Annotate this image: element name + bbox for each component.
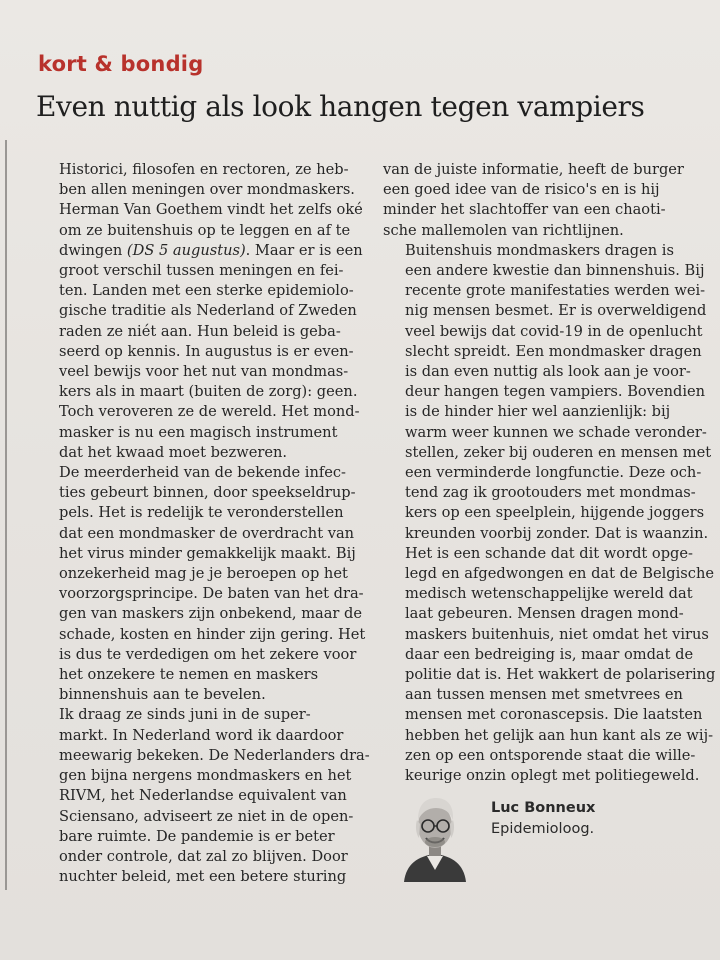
author-name: Luc Bonneux [491,800,596,816]
text-line: laat gebeuren. Mensen dragen mond- [405,605,684,623]
paragraph-3 [37,705,370,887]
text-fragment: dwingen [59,241,127,259]
text-line: hebben het gelijk aan hun kant als ze wij- [405,726,714,744]
article-column-left [37,160,370,887]
text-line: RIVM, het Nederlandse equivalent van [59,787,347,805]
text-line: onzekerheid mag je je beroepen op het [59,565,348,583]
text-line: mensen met coronascepsis. Die laatsten [405,706,703,724]
text-line: schade, kosten en hinder zijn gering. Het [59,625,366,643]
text-line: recente grote manifestaties werden wei- [405,282,706,300]
text-line: ten. Landen met een sterke epidemiolo- [59,282,354,300]
text-line: kers als in maart (buiten de zorg): geen. [59,383,358,401]
article-column-right [383,160,716,786]
text-line: zen op een ontsporende staat die wille- [405,746,696,764]
text-line: Buitenshuis mondmaskers dragen is [405,241,674,259]
text-line: deur hangen tegen vampiers. Bovendien [405,383,706,401]
text-line: Toch veroveren ze de wereld. Het mond- [59,403,360,421]
text-line: is dus te verdedigen om het zekere voor [59,645,357,663]
text-line: groot verschil tussen meningen en fei- [59,262,344,280]
text-line: nuchter beleid, met een betere sturing [59,868,347,886]
text-line: een goed idee van de risico's en is hij [383,181,660,199]
text-line: het virus minder gemakkelijk maakt. Bij [59,544,356,562]
section-kicker: kort & bondig [38,52,204,76]
paragraph-5 [383,241,713,544]
text-fragment: . Maar er is een [245,241,363,259]
text-line: pels. Het is redelijk te veronderstellen [59,504,344,522]
text-line: minder het slachtoffer van een chaoti- [383,201,666,219]
text-line: tend zag ik grootouders met mondmas- [405,484,696,502]
text-line: het onzekere te nemen en maskers [59,666,319,684]
text-line: legd en afgedwongen en dat de Belgische [405,565,714,583]
text-line: daar een bedreiging is, maar omdat de [405,645,694,663]
paragraph-4 [383,160,713,241]
text-line: markt. In Nederland word ik daardoor [59,726,344,744]
text-line: meewarig bekeken. De Nederlanders dra- [59,746,370,764]
text-line: een verminderde longfunctie. Deze och- [405,464,702,482]
text-line: kreunden voorbij zonder. Dat is waanzin. [405,524,709,542]
author-role: Epidemioloog. [491,821,595,837]
text-line: seerd op kennis. In augustus is er even- [59,342,354,360]
text-line: een andere kwestie dan binnenshuis. Bij [405,262,705,280]
text-line: ben allen meningen over mondmaskers. [59,181,355,199]
text-line: aan tussen mensen met smetvrees en [405,686,683,704]
text-line: Herman Van Goethem vindt het zelfs oké [59,201,363,219]
text-line: dat het kwaad moet bezweren. [59,443,288,461]
author-portrait-icon [400,790,470,882]
text-line: bare ruimte. De pandemie is er beter [59,827,335,845]
text-line: medisch wetenschappelijke wereld dat [405,585,693,603]
text-line: nig mensen besmet. Er is overweldigend [405,302,707,320]
text-line: Historici, filosofen en rectoren, ze heb- [59,161,349,178]
text-line: van de juiste informatie, heeft de burger [383,161,684,178]
text-line: gen bijna nergens mondmaskers en het [59,767,352,785]
text-line: dat een mondmasker de overdracht van [59,524,355,542]
text-line: veel bewijs dat covid-19 in de openlucht [405,322,703,340]
text-line: gen van maskers zijn onbekend, maar de [59,605,363,623]
author-block [400,790,700,890]
text-line [37,241,367,261]
text-line: kers op een speelplein, hijgende joggers [405,504,705,522]
text-line: veel bewijs voor het nut van mondmas- [59,363,349,381]
text-line: politie dat is. Het wakkert de polarisering [405,666,716,684]
text-line: voorzorgsprincipe. De baten van het dra- [59,585,364,603]
text-line: masker is nu een magisch instrument [59,423,338,441]
text-line: Sciensano, adviseert ze niet in de open- [59,807,354,825]
text-line: keurige onzin oplegt met politiegeweld. [405,767,700,785]
text-line: gische traditie als Nederland of Zweden [59,302,357,320]
source-citation: (DS 5 augustus) [126,241,246,259]
text-line: warm weer kunnen we schade veronder- [405,423,707,441]
article-headline: Even nuttig als look hangen tegen vampiers [36,90,645,123]
paragraph-6 [383,544,716,786]
text-line: is dan even nuttig als look aan je voor- [405,363,691,381]
text-line: onder controle, dat zal zo blijven. Door [59,847,348,865]
text-line: binnenshuis aan te bevelen. [59,686,266,704]
text-line: Ik draag ze sinds juni in de super- [59,706,311,724]
text-line: Het is een schande dat dit wordt opge- [405,544,693,562]
text-line: raden ze niét aan. Hun beleid is geba- [59,322,341,340]
text-line: ties gebeurt binnen, door speekseldrup- [59,484,356,502]
text-line: slecht spreidt. Een mondmasker dragen [405,342,702,360]
text-line: maskers buitenhuis, niet omdat het virus [405,625,709,643]
paragraph-2 [37,463,367,705]
text-line: De meerderheid van de bekende infec- [59,464,346,482]
text-line: om ze buitenshuis op te leggen en af te [59,221,351,239]
text-line: sche mallemolen van richtlijnen. [383,221,624,239]
text-line: is de hinder hier wel aanzienlijk: bij [405,403,671,421]
column-rule [5,140,7,890]
paragraph-1 [37,160,367,463]
text-line: stellen, zeker bij ouderen en mensen met [405,443,712,461]
